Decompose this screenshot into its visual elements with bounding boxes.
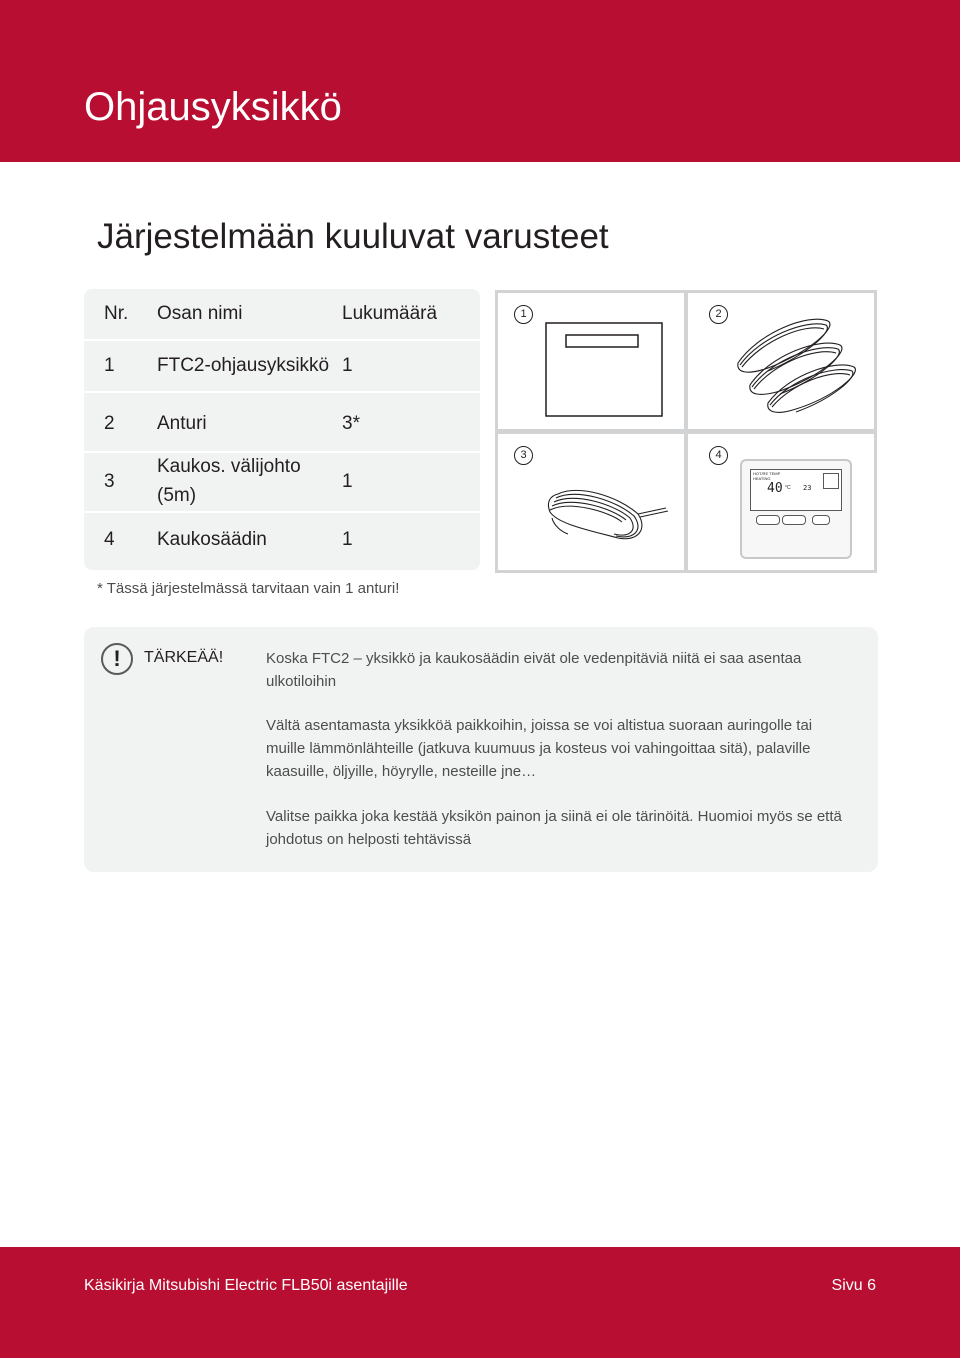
display-unit: °C [785, 485, 791, 491]
image-number-4: 4 [709, 446, 728, 465]
notice-paragraph: Vältä asentamasta yksikköä paikkoihin, joissa se voi altistua suoraan auringolle tai muille lämmönlähteille (jatkuva kuumuus ja kosteus voi vahingoittaa sitä), palaville kaasuille, öljyille, höyrylle, nesteille jne… [266, 717, 813, 780]
table-row [84, 513, 480, 570]
table-row [84, 341, 480, 393]
table-header-row [84, 289, 480, 341]
parts-table [84, 289, 480, 570]
image-cell-remote-controller [685, 431, 877, 573]
display-big-value: 40 [767, 481, 783, 496]
image-cell-extension-cable [495, 431, 687, 573]
important-notice [84, 627, 878, 872]
image-cell-control-unit [495, 290, 687, 432]
notice-label: TÄRKEÄÄ! [144, 649, 224, 666]
row-nr: 4 [104, 529, 115, 550]
row-name: FTC2-ohjausyksikkö [157, 355, 330, 376]
page-number: Sivu 6 [831, 1277, 876, 1294]
exclamation-icon: ! [101, 643, 133, 675]
page-footer [0, 1247, 960, 1358]
row-nr: 3 [104, 471, 115, 492]
row-name-line2: (5m) [157, 485, 197, 506]
parts-image-grid [495, 290, 877, 571]
notice-paragraph: Koska FTC2 – yksikkö ja kaukosäädin eivät ole vedenpitäviä niitä ei saa asentaa ulkotiloihin [266, 650, 802, 690]
page-title: Ohjausyksikkö [84, 85, 342, 129]
section-title: Järjestelmään kuuluvat varusteet [97, 217, 609, 256]
column-header-qty: Lukumäärä [342, 303, 438, 324]
image-number-2: 2 [709, 305, 728, 324]
display-small-value: 23 [803, 484, 812, 492]
row-qty: 1 [342, 471, 353, 492]
row-qty: 1 [342, 529, 353, 550]
image-number-1: 1 [514, 305, 533, 324]
image-number-3: 3 [514, 446, 533, 465]
display-frame-icon [823, 473, 839, 489]
notice-paragraph: Valitse paikka joka kestää yksikön painon ja siinä ei ole tärinöitä. Huomioi myös se että johdotus on helposti tehtävissä [266, 808, 842, 848]
row-name-line1: Kaukos. välijohto [157, 456, 301, 477]
row-nr: 2 [104, 413, 115, 434]
footnote: * Tässä järjestelmässä tarvitaan vain 1 anturi! [97, 580, 400, 597]
image-cell-sensors [685, 290, 877, 432]
row-name: Kaukosäädin [157, 529, 267, 550]
table-row [84, 453, 480, 513]
display-line2: HEATING [753, 476, 771, 481]
row-nr: 1 [104, 355, 115, 376]
row-qty: 1 [342, 355, 353, 376]
on-off-button[interactable] [812, 515, 830, 525]
controller-display [750, 469, 842, 511]
down-arrow-button[interactable] [756, 515, 780, 525]
page-header [0, 0, 960, 162]
sensor-coils-image [688, 293, 874, 429]
footer-manual-title: Käsikirja Mitsubishi Electric FLB50i asentajille [84, 1277, 408, 1294]
extension-cable-image [498, 434, 684, 570]
column-header-nr: Nr. [104, 303, 129, 324]
column-header-name: Osan nimi [157, 303, 243, 324]
remote-controller-image [740, 459, 852, 559]
display-line1: HOT/RE TEMP [753, 471, 781, 476]
up-arrow-button[interactable] [782, 515, 806, 525]
row-name: Anturi [157, 413, 207, 434]
row-qty: 3* [342, 413, 360, 434]
control-unit-image [498, 293, 684, 429]
table-row [84, 393, 480, 453]
